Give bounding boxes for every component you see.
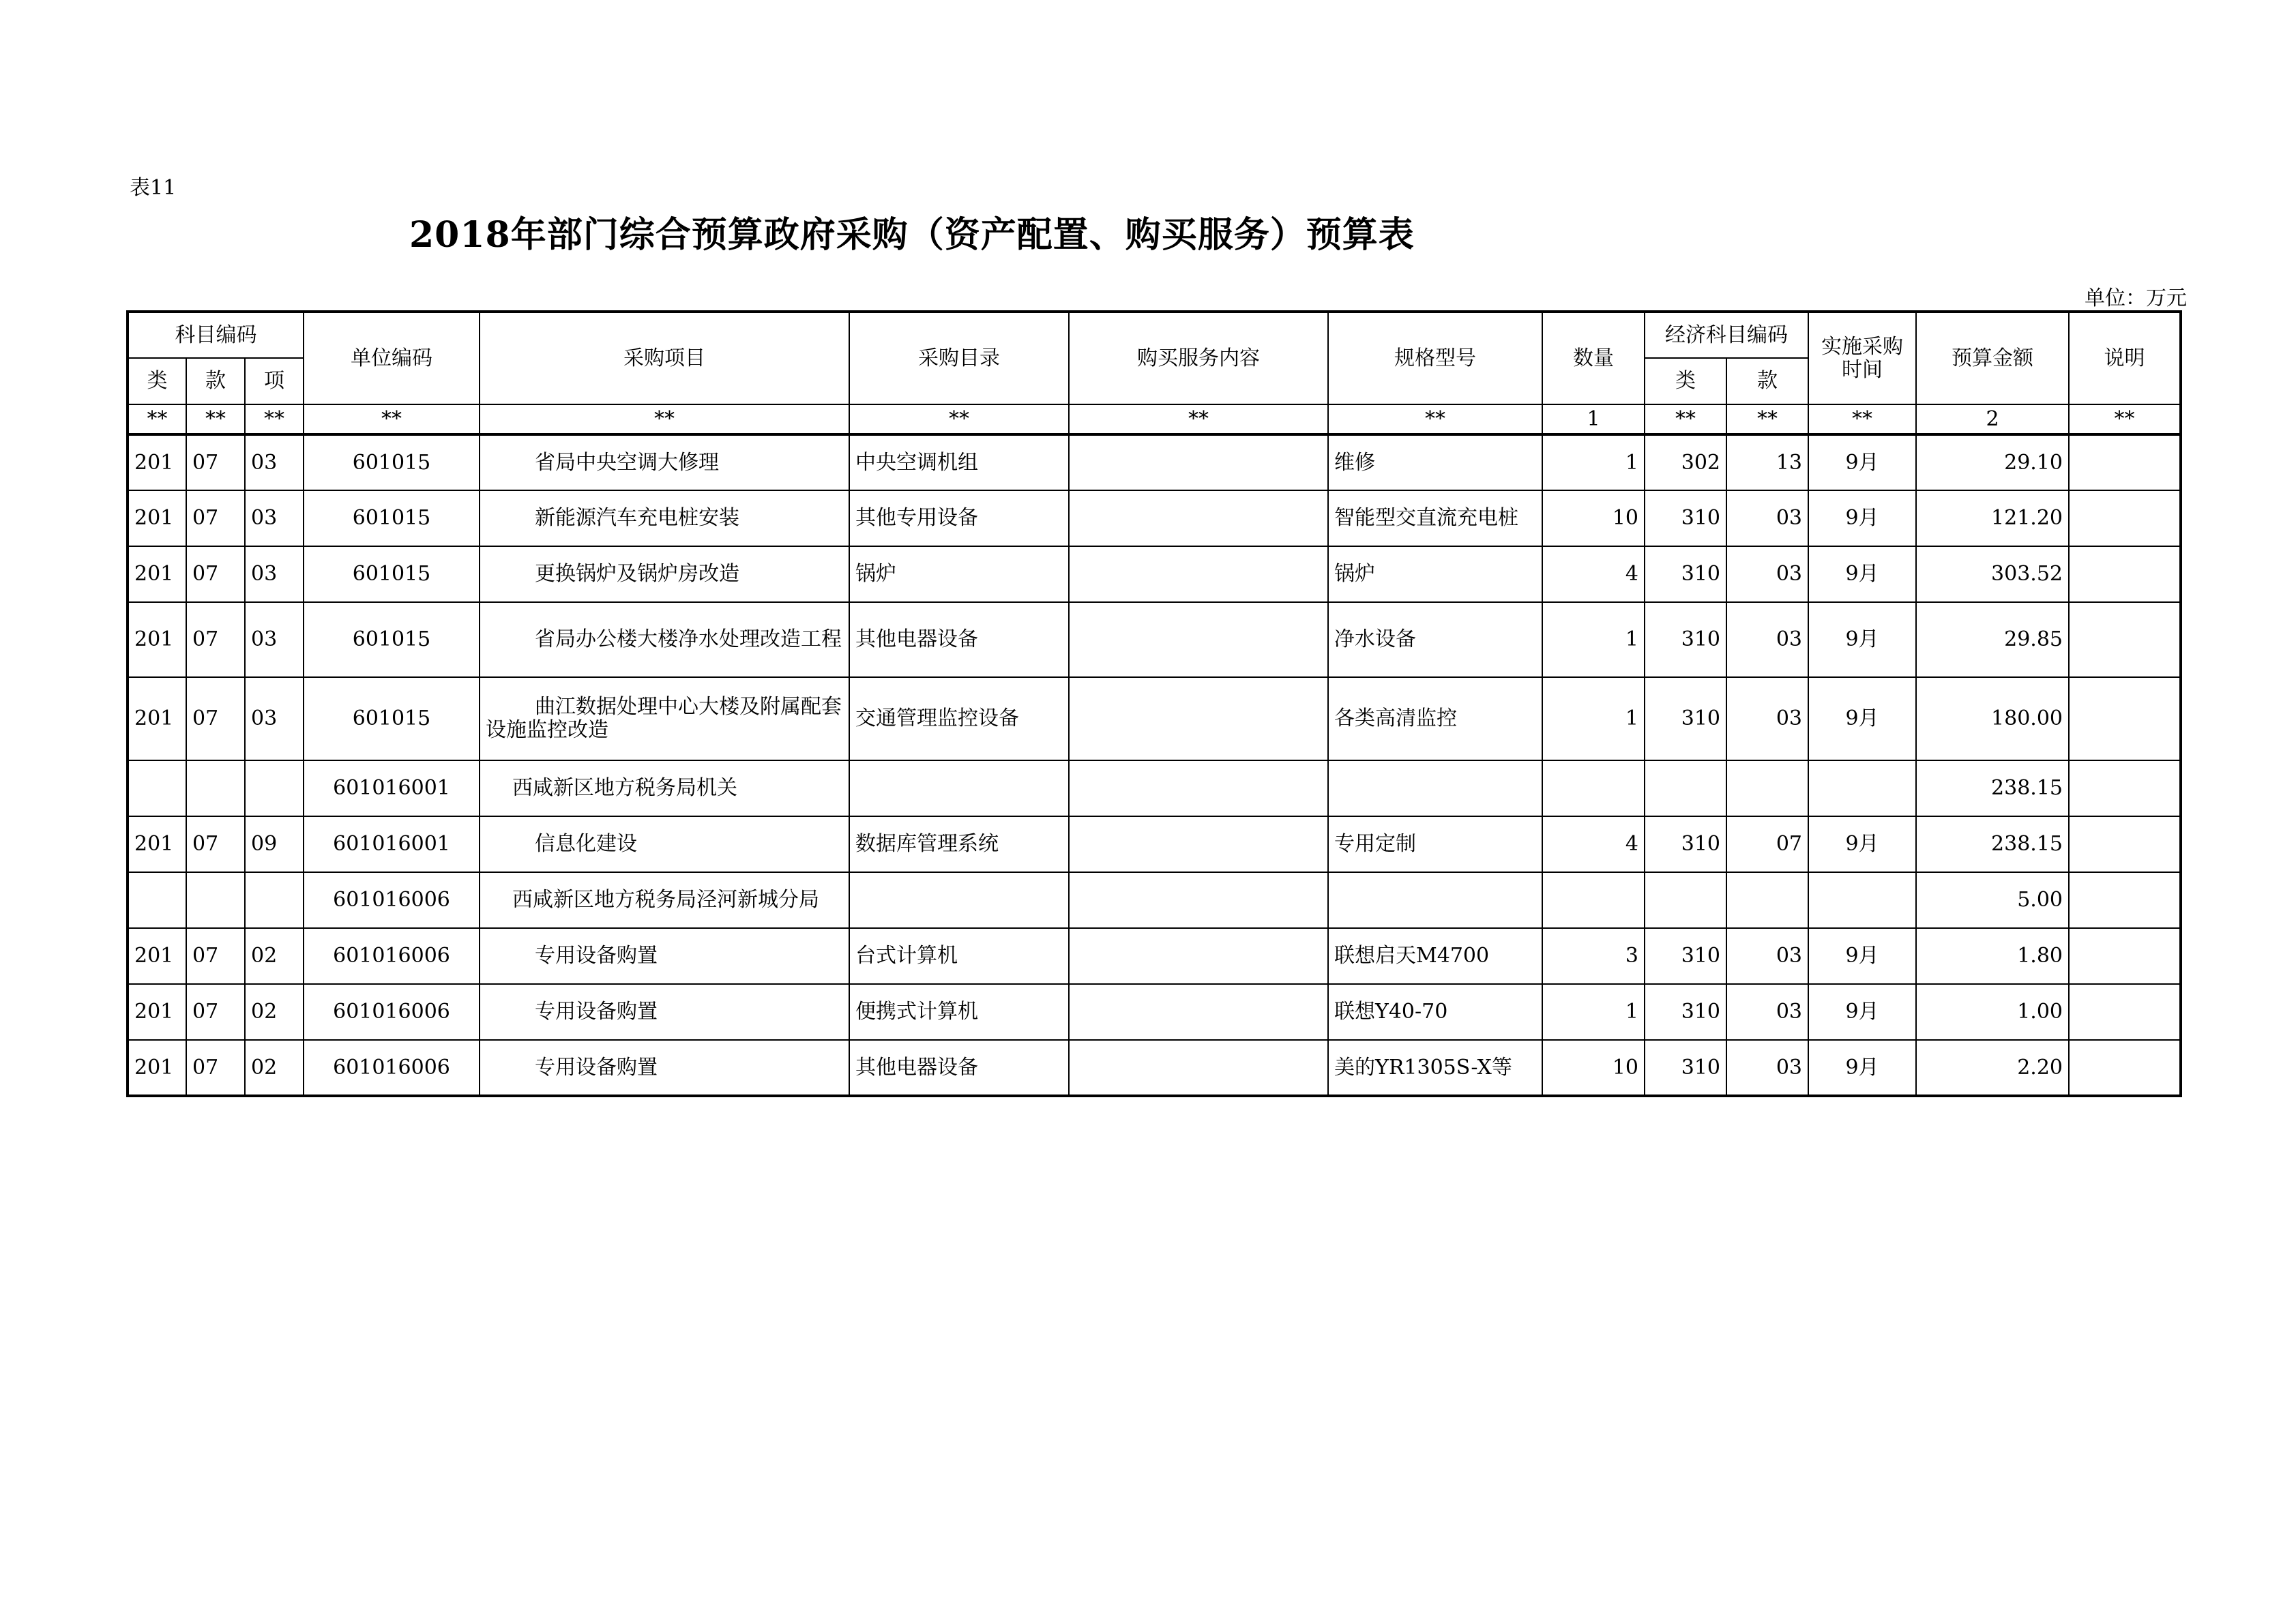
cell-kuan: 07 (186, 984, 245, 1040)
cell-econ-lei: 310 (1645, 490, 1726, 546)
cell-econ-lei: 310 (1645, 546, 1726, 602)
cell-qty: 4 (1542, 816, 1645, 872)
mark-cell: ** (1808, 404, 1916, 434)
cell-time: 9月 (1808, 602, 1916, 677)
cell-lei: 201 (128, 677, 186, 760)
cell-note (2069, 1040, 2181, 1096)
cell-note (2069, 928, 2181, 984)
header-amount: 预算金额 (1916, 312, 2069, 404)
cell-unit-code: 601015 (304, 490, 480, 546)
cell-xiang: 03 (245, 434, 304, 490)
cell-spec: 联想启天M4700 (1328, 928, 1542, 984)
cell-econ-kuan: 03 (1726, 1040, 1808, 1096)
cell-spec: 智能型交直流充电桩 (1328, 490, 1542, 546)
cell-amount: 303.52 (1916, 546, 2069, 602)
cell-catalog (849, 872, 1069, 928)
table-row (128, 872, 2181, 928)
header-project: 采购项目 (480, 312, 849, 404)
cell-unit-code: 601015 (304, 546, 480, 602)
mark-cell: ** (128, 404, 186, 434)
header-kuan: 款 (186, 358, 245, 404)
cell-amount: 29.10 (1916, 434, 2069, 490)
table-row (128, 760, 2181, 816)
table-row (128, 434, 2181, 490)
cell-catalog: 其他电器设备 (849, 602, 1069, 677)
header-qty: 数量 (1542, 312, 1645, 404)
cell-service (1069, 928, 1328, 984)
cell-project: 曲江数据处理中心大楼及附属配套设施监控改造 (480, 677, 849, 760)
cell-catalog: 便携式计算机 (849, 984, 1069, 1040)
cell-amount: 1.00 (1916, 984, 2069, 1040)
cell-spec: 联想Y40-70 (1328, 984, 1542, 1040)
cell-econ-kuan: 03 (1726, 490, 1808, 546)
cell-xiang (245, 760, 304, 816)
cell-lei: 201 (128, 816, 186, 872)
cell-catalog: 交通管理监控设备 (849, 677, 1069, 760)
cell-kuan: 07 (186, 677, 245, 760)
cell-kuan (186, 760, 245, 816)
cell-kuan: 07 (186, 490, 245, 546)
mark-cell: ** (2069, 404, 2181, 434)
cell-lei (128, 872, 186, 928)
table-row (128, 1040, 2181, 1096)
cell-project: 新能源汽车充电桩安装 (480, 490, 849, 546)
cell-econ-lei: 310 (1645, 928, 1726, 984)
cell-service (1069, 546, 1328, 602)
cell-econ-kuan (1726, 872, 1808, 928)
cell-xiang (245, 872, 304, 928)
cell-lei: 201 (128, 546, 186, 602)
cell-time: 9月 (1808, 434, 1916, 490)
mark-cell: ** (849, 404, 1069, 434)
cell-unit-code: 601015 (304, 677, 480, 760)
cell-econ-kuan: 03 (1726, 602, 1808, 677)
cell-project: 专用设备购置 (480, 1040, 849, 1096)
table-row (128, 602, 2181, 677)
header-row-1 (128, 312, 2181, 358)
cell-qty: 10 (1542, 490, 1645, 546)
header-service: 购买服务内容 (1069, 312, 1328, 404)
cell-unit-code: 601015 (304, 434, 480, 490)
cell-project: 专用设备购置 (480, 984, 849, 1040)
cell-amount: 2.20 (1916, 1040, 2069, 1096)
table-row (128, 677, 2181, 760)
mark-cell: ** (1726, 404, 1808, 434)
page-title: 2018年部门综合预算政府采购（资产配置、购买服务）预算表 (409, 214, 1415, 256)
cell-qty: 10 (1542, 1040, 1645, 1096)
cell-amount: 180.00 (1916, 677, 2069, 760)
cell-time: 9月 (1808, 546, 1916, 602)
table-row (128, 490, 2181, 546)
cell-amount: 29.85 (1916, 602, 2069, 677)
mark-cell: ** (1328, 404, 1542, 434)
cell-econ-kuan: 03 (1726, 677, 1808, 760)
cell-qty: 1 (1542, 434, 1645, 490)
cell-note (2069, 677, 2181, 760)
cell-unit-code: 601016006 (304, 984, 480, 1040)
header-econ-code: 经济科目编码 (1645, 312, 1808, 358)
cell-unit-code: 601016001 (304, 760, 480, 816)
cell-spec: 专用定制 (1328, 816, 1542, 872)
mark-cell: 2 (1916, 404, 2069, 434)
cell-catalog: 锅炉 (849, 546, 1069, 602)
cell-kuan: 07 (186, 928, 245, 984)
cell-service (1069, 677, 1328, 760)
cell-time: 9月 (1808, 1040, 1916, 1096)
cell-econ-lei (1645, 760, 1726, 816)
cell-lei: 201 (128, 434, 186, 490)
cell-lei: 201 (128, 928, 186, 984)
cell-service (1069, 984, 1328, 1040)
table-row (128, 816, 2181, 872)
cell-kuan: 07 (186, 1040, 245, 1096)
cell-time: 9月 (1808, 490, 1916, 546)
cell-xiang: 03 (245, 546, 304, 602)
cell-time (1808, 760, 1916, 816)
cell-time: 9月 (1808, 677, 1916, 760)
cell-xiang: 02 (245, 984, 304, 1040)
cell-note (2069, 984, 2181, 1040)
cell-amount: 238.15 (1916, 816, 2069, 872)
cell-catalog: 数据库管理系统 (849, 816, 1069, 872)
cell-time (1808, 872, 1916, 928)
header-time: 实施采购时间 (1808, 312, 1916, 404)
cell-spec: 各类高清监控 (1328, 677, 1542, 760)
header-unit-code: 单位编码 (304, 312, 480, 404)
cell-service (1069, 1040, 1328, 1096)
cell-note (2069, 602, 2181, 677)
cell-xiang: 03 (245, 602, 304, 677)
mark-cell: ** (1645, 404, 1726, 434)
cell-qty (1542, 760, 1645, 816)
cell-project: 省局中央空调大修理 (480, 434, 849, 490)
mark-cell: ** (245, 404, 304, 434)
mark-cell: 1 (1542, 404, 1645, 434)
cell-note (2069, 434, 2181, 490)
cell-qty: 1 (1542, 984, 1645, 1040)
cell-spec: 维修 (1328, 434, 1542, 490)
cell-time: 9月 (1808, 984, 1916, 1040)
cell-xiang: 03 (245, 677, 304, 760)
cell-econ-kuan: 07 (1726, 816, 1808, 872)
cell-project: 西咸新区地方税务局泾河新城分局 (480, 872, 849, 928)
cell-project: 西咸新区地方税务局机关 (480, 760, 849, 816)
header-note: 说明 (2069, 312, 2181, 404)
cell-xiang: 09 (245, 816, 304, 872)
cell-lei (128, 760, 186, 816)
cell-econ-lei (1645, 872, 1726, 928)
mark-cell: ** (480, 404, 849, 434)
cell-econ-kuan (1726, 760, 1808, 816)
mark-cell: ** (1069, 404, 1328, 434)
cell-catalog: 中央空调机组 (849, 434, 1069, 490)
cell-kuan (186, 872, 245, 928)
cell-catalog: 其他电器设备 (849, 1040, 1069, 1096)
cell-unit-code: 601016006 (304, 928, 480, 984)
cell-econ-lei: 302 (1645, 434, 1726, 490)
cell-xiang: 02 (245, 1040, 304, 1096)
table-row (128, 546, 2181, 602)
cell-time: 9月 (1808, 928, 1916, 984)
cell-service (1069, 760, 1328, 816)
cell-service (1069, 816, 1328, 872)
header-xiang: 项 (245, 358, 304, 404)
cell-unit-code: 601016001 (304, 816, 480, 872)
cell-kuan: 07 (186, 602, 245, 677)
cell-econ-lei: 310 (1645, 602, 1726, 677)
cell-econ-lei: 310 (1645, 677, 1726, 760)
cell-qty (1542, 872, 1645, 928)
budget-table (126, 310, 2182, 1097)
cell-project: 专用设备购置 (480, 928, 849, 984)
table-body (128, 434, 2181, 1096)
cell-econ-kuan: 03 (1726, 928, 1808, 984)
header-subject-code: 科目编码 (128, 312, 304, 358)
unit-label: 单位：万元 (2085, 286, 2187, 310)
cell-project: 省局办公楼大楼净水处理改造工程 (480, 602, 849, 677)
cell-note (2069, 872, 2181, 928)
marks-row (128, 404, 2181, 434)
cell-catalog: 其他专用设备 (849, 490, 1069, 546)
cell-spec (1328, 872, 1542, 928)
cell-amount: 238.15 (1916, 760, 2069, 816)
cell-service (1069, 872, 1328, 928)
cell-time: 9月 (1808, 816, 1916, 872)
mark-cell: ** (304, 404, 480, 434)
cell-lei: 201 (128, 1040, 186, 1096)
header-spec: 规格型号 (1328, 312, 1542, 404)
cell-unit-code: 601016006 (304, 872, 480, 928)
header-econ-kuan: 款 (1726, 358, 1808, 404)
header-econ-lei: 类 (1645, 358, 1726, 404)
cell-econ-lei: 310 (1645, 984, 1726, 1040)
cell-qty: 4 (1542, 546, 1645, 602)
cell-amount: 121.20 (1916, 490, 2069, 546)
cell-unit-code: 601016006 (304, 1040, 480, 1096)
cell-kuan: 07 (186, 546, 245, 602)
cell-project: 更换锅炉及锅炉房改造 (480, 546, 849, 602)
cell-econ-kuan: 03 (1726, 984, 1808, 1040)
header-catalog: 采购目录 (849, 312, 1069, 404)
cell-amount: 5.00 (1916, 872, 2069, 928)
cell-econ-lei: 310 (1645, 816, 1726, 872)
cell-spec: 净水设备 (1328, 602, 1542, 677)
cell-unit-code: 601015 (304, 602, 480, 677)
cell-note (2069, 490, 2181, 546)
table-number: 表11 (130, 176, 177, 200)
cell-service (1069, 490, 1328, 546)
cell-econ-kuan: 03 (1726, 546, 1808, 602)
cell-service (1069, 434, 1328, 490)
cell-lei: 201 (128, 602, 186, 677)
cell-qty: 3 (1542, 928, 1645, 984)
cell-amount: 1.80 (1916, 928, 2069, 984)
cell-lei: 201 (128, 490, 186, 546)
cell-econ-lei: 310 (1645, 1040, 1726, 1096)
header-lei: 类 (128, 358, 186, 404)
cell-econ-kuan: 13 (1726, 434, 1808, 490)
cell-note (2069, 546, 2181, 602)
cell-qty: 1 (1542, 677, 1645, 760)
cell-qty: 1 (1542, 602, 1645, 677)
cell-spec: 锅炉 (1328, 546, 1542, 602)
cell-spec (1328, 760, 1542, 816)
table-row (128, 984, 2181, 1040)
cell-kuan: 07 (186, 816, 245, 872)
cell-note (2069, 816, 2181, 872)
cell-project: 信息化建设 (480, 816, 849, 872)
cell-service (1069, 602, 1328, 677)
cell-lei: 201 (128, 984, 186, 1040)
cell-kuan: 07 (186, 434, 245, 490)
cell-note (2069, 760, 2181, 816)
cell-catalog (849, 760, 1069, 816)
table-row (128, 928, 2181, 984)
cell-catalog: 台式计算机 (849, 928, 1069, 984)
mark-cell: ** (186, 404, 245, 434)
cell-xiang: 02 (245, 928, 304, 984)
cell-xiang: 03 (245, 490, 304, 546)
cell-spec: 美的YR1305S-X等 (1328, 1040, 1542, 1096)
